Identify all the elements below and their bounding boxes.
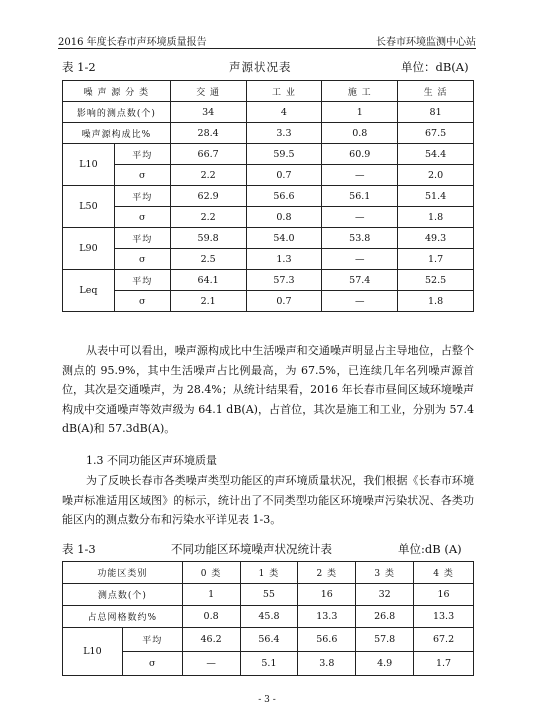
- table1-group-label: L50: [63, 186, 115, 228]
- table-cell: 28.4: [170, 123, 246, 144]
- table2-header-class0: 0 类: [182, 562, 240, 584]
- table-cell: 34: [170, 102, 246, 123]
- table1-group-label: L90: [63, 228, 115, 270]
- table-cell: 2.2: [170, 207, 246, 228]
- table1-header-traffic: 交 通: [170, 81, 246, 102]
- table-cell: 13.3: [298, 606, 356, 628]
- table1-header-category: 噪 声 源 分 类: [63, 81, 171, 102]
- table2-header-category: 功能区类别: [63, 562, 183, 584]
- table2-caption-unit: 单位:dB (A): [398, 542, 462, 556]
- table-cell: 55: [240, 584, 298, 606]
- table-cell: 32: [356, 584, 414, 606]
- table-cell: 0.8: [182, 606, 240, 628]
- table-cell: 测点数(个): [63, 584, 183, 606]
- table-cell: 4: [246, 102, 322, 123]
- table-cell: 0.7: [246, 291, 322, 312]
- table-cell: 影响的测点数(个): [63, 102, 171, 123]
- table-cell: 1.7: [414, 652, 474, 676]
- section-heading: 1.3 不同功能区声环境质量: [86, 454, 217, 467]
- table-cell: 平均: [114, 144, 170, 165]
- table-row: [63, 186, 474, 207]
- table-cell: 52.5: [398, 270, 474, 291]
- table-cell: 平均: [114, 186, 170, 207]
- table-cell: 平均: [122, 628, 182, 652]
- table2-header-class4: 4 类: [414, 562, 474, 584]
- table-cell: 1.8: [398, 291, 474, 312]
- table-cell: —: [182, 652, 240, 676]
- table2-group-label: L10: [63, 628, 123, 676]
- table-cell: 67.2: [414, 628, 474, 652]
- table-cell: 3.3: [246, 123, 322, 144]
- table1-caption-title: 声源状况表: [229, 60, 292, 74]
- table-row: [63, 249, 474, 270]
- table-cell: 59.8: [170, 228, 246, 249]
- table-cell: 2.0: [398, 165, 474, 186]
- table-cell: 64.1: [170, 270, 246, 291]
- table-cell: 53.8: [322, 228, 398, 249]
- table-cell: 54.0: [246, 228, 322, 249]
- table-cell: —: [322, 249, 398, 270]
- table2: [62, 561, 474, 676]
- table-cell: 60.9: [322, 144, 398, 165]
- table-row: [63, 165, 474, 186]
- table1-group-label: L10: [63, 144, 115, 186]
- table-cell: 1.8: [398, 207, 474, 228]
- table-row: [63, 606, 474, 628]
- paragraph-2-text: 为了反映长春市各类噪声类型功能区的声环境质量状况，我们根据《长春市环境噪声标准适用区域图》的标示，统计出了不同类型功能区环境噪声污染状况、各类功能区内的测点数分布和污染水平详见表 1-3。: [62, 474, 474, 526]
- table-cell: 51.4: [398, 186, 474, 207]
- table2-caption-id: 表 1-3: [62, 542, 96, 556]
- table-cell: 49.3: [398, 228, 474, 249]
- paragraph-1-text: 从表中可以看出，噪声源构成比中生活噪声和交通噪声明显占主导地位，占整个测点的 95.9%，其中生活噪声占比例最高，为 67.5%，已连续几年名列噪声源首位，其次是交通噪声，为 28.4%；从统计结果看，2016 年长春市昼间区域环境噪声构成中交通噪声等效声级为 64.1 dB(A)，占首位，其次是施工和工业，分别为 57.4 dB(A)和 57.3dB(A)。: [62, 344, 474, 435]
- table-cell: 平均: [114, 270, 170, 291]
- table-cell: 57.4: [322, 270, 398, 291]
- page-header-right: 长春市环境监测中心站: [376, 37, 476, 48]
- table-cell: 59.5: [246, 144, 322, 165]
- table-cell: 1.3: [246, 249, 322, 270]
- table-row: [63, 123, 474, 144]
- table-cell: 0.8: [246, 207, 322, 228]
- table-cell: 57.3: [246, 270, 322, 291]
- table-row: [63, 628, 474, 652]
- table-row: [63, 144, 474, 165]
- table-cell: 46.2: [182, 628, 240, 652]
- table-cell: 56.1: [322, 186, 398, 207]
- table-row: [63, 652, 474, 676]
- table-cell: 56.4: [240, 628, 298, 652]
- table-cell: 2.1: [170, 291, 246, 312]
- table-cell: 56.6: [298, 628, 356, 652]
- table-cell: 噪声源构成比%: [63, 123, 171, 144]
- page-header-left: 2016 年度长春市声环境质量报告: [58, 37, 207, 48]
- table-cell: 81: [398, 102, 474, 123]
- table1-header-construction: 施 工: [322, 81, 398, 102]
- table1-header-life: 生 活: [398, 81, 474, 102]
- table1-caption-unit: 单位：dB(A): [401, 60, 469, 74]
- table-cell: 4.9: [356, 652, 414, 676]
- table2-header-class1: 1 类: [240, 562, 298, 584]
- table-cell: 0.7: [246, 165, 322, 186]
- table-cell: 13.3: [414, 606, 474, 628]
- table-cell: 16: [298, 584, 356, 606]
- table-cell: 0.8: [322, 123, 398, 144]
- table-row: [63, 270, 474, 291]
- table-cell: 62.9: [170, 186, 246, 207]
- table-cell: 1: [322, 102, 398, 123]
- paragraph-1: [62, 341, 474, 439]
- table-cell: 16: [414, 584, 474, 606]
- table-cell: σ: [114, 207, 170, 228]
- table-row: [63, 584, 474, 606]
- table-cell: 56.6: [246, 186, 322, 207]
- table-cell: 3.8: [298, 652, 356, 676]
- table-cell: 2.5: [170, 249, 246, 270]
- table-cell: σ: [114, 165, 170, 186]
- table1: [62, 80, 474, 312]
- table-cell: 5.1: [240, 652, 298, 676]
- table-cell: 1: [182, 584, 240, 606]
- table-cell: 平均: [114, 228, 170, 249]
- table-row: [63, 228, 474, 249]
- table2-caption-title: 不同功能区环境噪声状况统计表: [171, 542, 332, 556]
- table1-header-industry: 工 业: [246, 81, 322, 102]
- paragraph-2: [62, 471, 474, 530]
- table-cell: 45.8: [240, 606, 298, 628]
- table-cell: 57.8: [356, 628, 414, 652]
- table-row: [63, 291, 474, 312]
- table-cell: —: [322, 291, 398, 312]
- table-cell: 67.5: [398, 123, 474, 144]
- table-cell: 26.8: [356, 606, 414, 628]
- table-cell: σ: [114, 291, 170, 312]
- page-number: - 3 -: [258, 695, 276, 705]
- table-cell: 66.7: [170, 144, 246, 165]
- table2-header-class3: 3 类: [356, 562, 414, 584]
- table-cell: 1.7: [398, 249, 474, 270]
- table-cell: σ: [122, 652, 182, 676]
- table-row: [63, 102, 474, 123]
- table-cell: 54.4: [398, 144, 474, 165]
- table-cell: 占总网格数约%: [63, 606, 183, 628]
- table2-header-class2: 2 类: [298, 562, 356, 584]
- table-row: [63, 207, 474, 228]
- table1-group-label: Leq: [63, 270, 115, 312]
- table1-caption-id: 表 1-2: [62, 60, 96, 74]
- table-cell: —: [322, 165, 398, 186]
- header-rule: [58, 48, 476, 49]
- table-cell: σ: [114, 249, 170, 270]
- table-cell: —: [322, 207, 398, 228]
- table-cell: 2.2: [170, 165, 246, 186]
